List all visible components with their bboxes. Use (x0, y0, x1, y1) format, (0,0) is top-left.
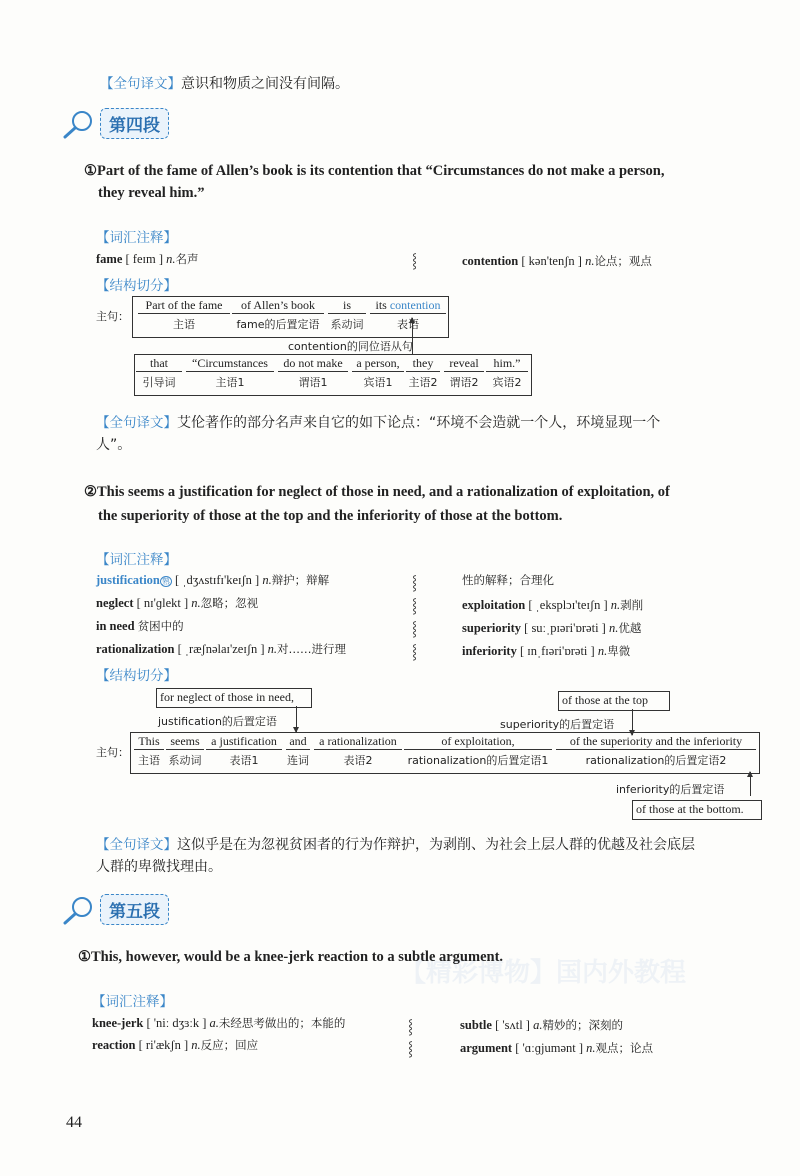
s4-2-sentence-line2: the superiority of those at the top and the inferiority of those at the bottom. (98, 508, 563, 524)
seg-subj2: they 主语2 (406, 356, 440, 390)
familiar-badge-icon: 熟 (161, 577, 170, 586)
page-number: 44 (66, 1114, 82, 1131)
magnifier-icon (62, 109, 96, 139)
s4-2-struct-tag: 【结构切分】 (96, 668, 177, 684)
mod-bottom: of those at the bottom. (636, 802, 744, 816)
s4-2-arrow-left (296, 706, 297, 732)
seg-subject: Part of the fame 主语 (138, 298, 230, 332)
top-translation (100, 72, 349, 93)
seg-pred2: reveal 谓语2 (444, 356, 484, 390)
mod-top-right: of those at the top (562, 693, 648, 707)
s5-1-sentence: ①This, however, would be a knee-jerk reaction to a subtle argument. (78, 949, 504, 965)
vocab-item-knee-jerk: knee-jerk [ 'niː dʒɜːk ] a.未经思考做出的；本能的 (92, 1016, 346, 1030)
s4-2-arrow-bottom (750, 772, 751, 796)
vocab-divider-icon: ⸾ (412, 253, 418, 269)
vocab-item-inferiority: inferiority [ ɪnˌfɪəri'ɒrəti ] n.卑微 (462, 644, 631, 658)
s4-1-struct-label: 主句： (96, 310, 129, 323)
s4-2-vocab-tag: 【词汇注释】 (96, 552, 177, 568)
seg-pred1: do not make 谓语1 (278, 356, 348, 390)
translation-tag: 【全句译文】 (100, 76, 181, 92)
seg-predicative: its contention 表语 (370, 298, 446, 332)
section-4-title: 第四段 (100, 108, 169, 139)
seg-this: This 主语 (134, 734, 164, 768)
seg-obj2: him.” 宾语2 (486, 356, 528, 390)
section-5-heading (62, 894, 169, 925)
s4-1-translation: 【全句译文】艾伦著作的部分名声来自它的如下论点：“环境不会造就一个人，环境显现一个 人”。 (96, 415, 661, 453)
seg-rationalization: a rationalization 表语2 (314, 734, 402, 768)
vocab-item-argument: argument [ 'ɑːɡjumənt ] n.观点；论点 (460, 1041, 654, 1055)
vocab-divider-icon: ⸾ ⸾ (408, 1019, 414, 1057)
vocab-item-in-need: in need 贫困中的 (96, 619, 184, 633)
section-5-title: 第五段 (100, 894, 169, 925)
vocab-item-fame: fame [ feɪm ] n.名声 (96, 252, 199, 266)
s4-1-sentence-line2: they reveal him.” (98, 185, 205, 201)
vocab-divider-icon: ⸾ ⸾ ⸾ ⸾ (412, 575, 418, 660)
s4-1-sentence-line1: ①Part of the fame of Allen’s book is its contention that “Circumstances do not make a person, (84, 163, 665, 179)
vocab-item-subtle: subtle [ 'sʌtl ] a.精妙的；深刻的 (460, 1018, 623, 1032)
vocab-item-rationalization: rationalization [ ˌræʃnəlaɪ'zeɪʃn ] n.对……进行理 (96, 642, 347, 656)
s4-1-vocab-tag: 【词汇注释】 (96, 230, 177, 246)
magnifier-icon (62, 895, 96, 925)
seg-justification: a justification 表语1 (206, 734, 282, 768)
watermark-text: 【精彩博物】国内外教程 (400, 958, 687, 988)
seg-subj1: “Circumstances 主语1 (186, 356, 274, 390)
s4-1-clause-note: contention的同位语从句 (288, 340, 413, 353)
translation-text: 意识和物质之间没有间隔。 (181, 76, 349, 92)
mod-top-right-note: superiority的后置定语 (500, 718, 615, 731)
vocab-item-justification: justification 熟 [ ˌdʒʌstɪfɪ'keɪʃn ] n.辩护；辩解 (96, 573, 330, 587)
mod-bottom-note: inferiority的后置定语 (616, 783, 725, 796)
seg-that: that 引导词 (136, 356, 182, 390)
seg-post-attr: of Allen’s book fame的后置定语 (232, 298, 324, 332)
vocab-item-neglect: neglect [ nɪ'ɡlekt ] n.忽略；忽视 (96, 596, 259, 610)
s4-2-struct-label: 主句： (96, 746, 129, 759)
mod-top-left: for neglect of those in need, (160, 690, 294, 704)
seg-of-exploitation: of exploitation, rationalization的后置定语1 (404, 734, 552, 768)
mod-top-left-note: justification的后置定语 (158, 715, 277, 728)
vocab-item-rationalization-cont: 性的解释；合理化 (462, 573, 554, 587)
seg-linkverb: is 系动词 (328, 298, 366, 332)
vocab-item-contention: contention [ kən'tenʃn ] n.论点；观点 (462, 254, 652, 268)
s4-1-struct-tag: 【结构切分】 (96, 278, 177, 294)
vocab-item-reaction: reaction [ ri'ækʃn ] n.反应；回应 (92, 1038, 259, 1052)
s4-2-sentence-line1: ②This seems a justification for neglect of those in need, and a rationalization of exploitation, of (84, 484, 670, 500)
vocab-item-superiority: superiority [ suːˌpɪəri'ɒrəti ] n.优越 (462, 621, 642, 635)
seg-and: and 连词 (287, 734, 309, 767)
seg-seems: seems 系动词 (166, 734, 204, 768)
seg-of-superiority: of the superiority and the inferiority rationalization的后置定语2 (556, 734, 756, 768)
seg-obj1: a person, 宾语1 (352, 356, 404, 390)
s5-1-vocab-tag: 【词汇注释】 (92, 994, 173, 1010)
section-4-heading (62, 108, 169, 139)
vocab-item-exploitation: exploitation [ ˌeksplɔɪ'teɪʃn ] n.剥削 (462, 598, 644, 612)
s4-2-translation: 【全句译文】这似乎是在为忽视贫困者的行为作辩护，为剥削、为社会上层人群的优越及社会底层 人群的卑微找理由。 (96, 837, 695, 875)
